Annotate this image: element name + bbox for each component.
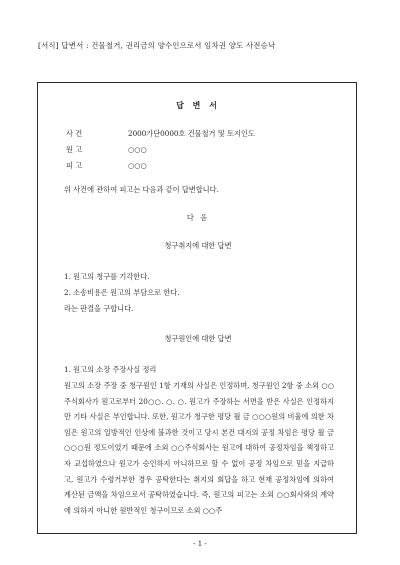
claim-item: 2. 소송비용은 원고의 부담으로 한다.: [64, 288, 180, 297]
case-label: 사 건: [66, 129, 83, 138]
document-title: 답 변 서: [176, 100, 220, 110]
defendant-value: ○○○: [128, 161, 147, 170]
case-value: 2000가단0000호 건물철거 및 토지인도: [128, 129, 255, 138]
next-heading: 다 음: [186, 213, 210, 222]
cause-section-heading: 청구원인에 대한 답변: [164, 334, 232, 343]
plaintiff-label: 원 고: [66, 145, 83, 154]
defendant-label: 피 고: [66, 161, 83, 170]
subsection-heading: 1. 원고의 소장 주장사실 정리: [64, 365, 157, 374]
plaintiff-value: ○○○: [128, 145, 147, 154]
document-caption: [서식] 답변서 : 건물철거, 권리금의 양수인으로서 임차권 양도 사전승낙: [38, 41, 276, 50]
body-paragraph: 원고의 소장 주장 중 청구원인 1항 기재의 사실은 인정하며, 청구원인 2항 중 소외 ○○주식회사가 원고로부터 20○○. ○. ○. 원고가 주장하는 서면을 받은 사실은 인정하지만 기타 사실은 부인합니다. 또한, 원고가 청구한 평당 월 금 ○○○원의 비율에 의한 차임은 원고의 일방적인 인상에 불과한 것이고 당시 본건 대지의 공정 차임은 평당 월 금 ○○○원 정도이었기 때문에 소외 ○○주식회사는 원고에 대하여 공정차임을 책정하고자 교섭하였으나 원고가 승인하지 아니하므로 할 수 없이 공정 차임으로 믿을 지급하고, 원고가 수령거부한 경우 공탁한다는 취지의 회답을 하고 현재 공정차임에 의하여 계산된 금액을 차임으로서 공탁하였습니다. 즉, 원고의 피고는 소외 ○○회사와의 계약에 의하지 아니한 원반적인 청구이므로 소외 ○○주: [64, 381, 334, 515]
page-number: - 1 -: [193, 540, 207, 548]
claim-item: 1. 원고의 청구를 기각한다.: [64, 272, 150, 281]
intro-text: 위 사건에 관하여 피고는 다음과 같이 답변합니다.: [64, 185, 219, 194]
document-frame: [37, 82, 357, 534]
claim-item: 라는 판결을 구합니다.: [64, 304, 134, 313]
claim-section-heading: 청구취지에 대한 답변: [164, 241, 232, 250]
